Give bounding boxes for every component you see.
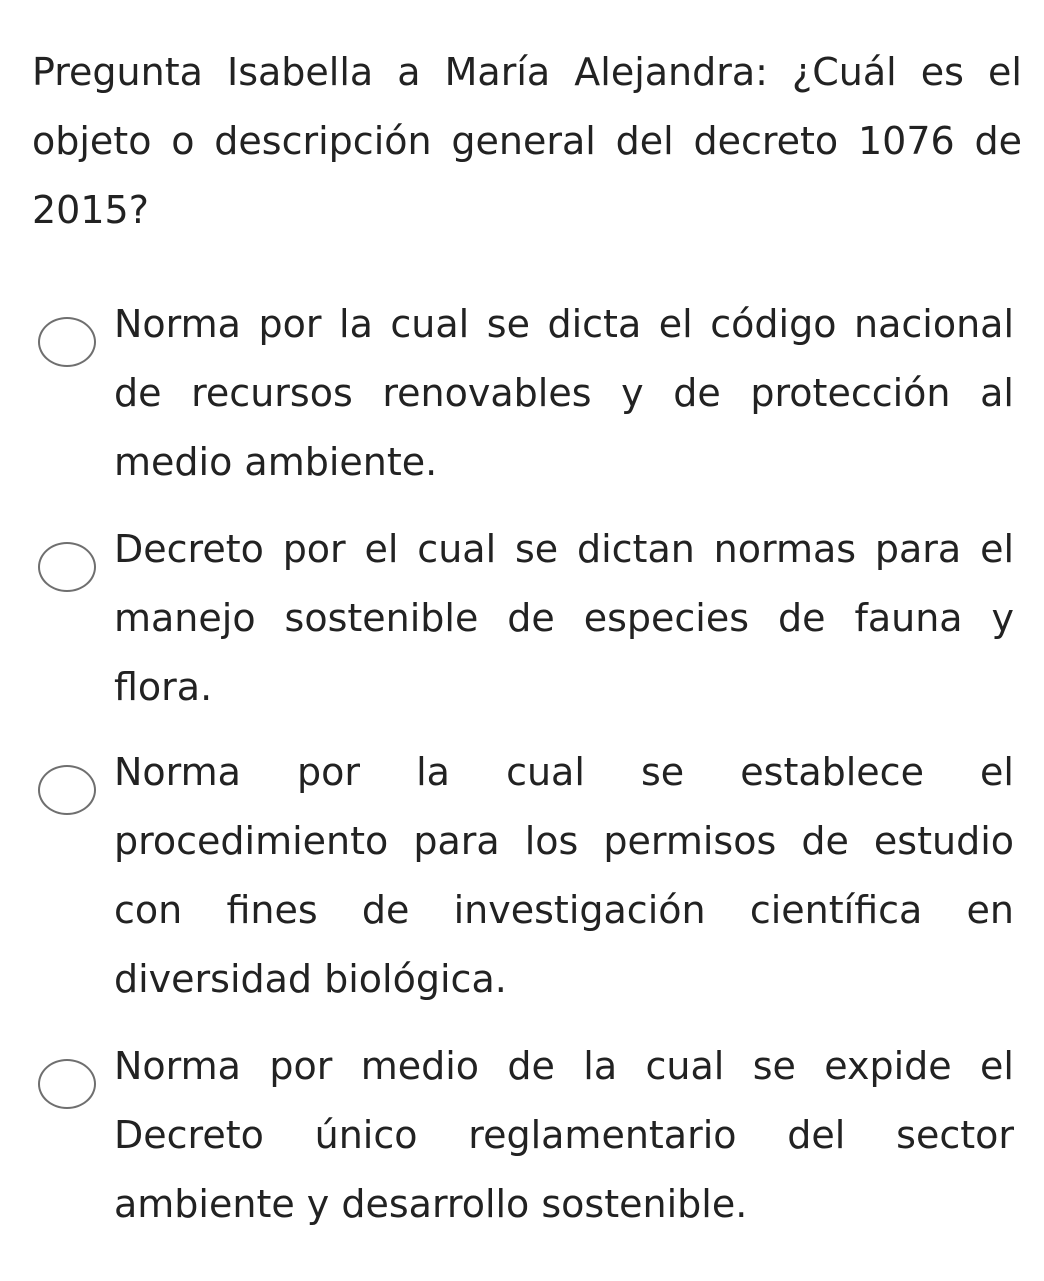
answer-option-label: Norma por medio de la cual se expide el Decreto único reglamentario del sector ambiente y desarrollo sostenible. [114, 1044, 1014, 1226]
question-text: Pregunta Isabella a María Alejandra: ¿Cuál es el objeto o descripción general del decreto 1076 de 2015? [32, 50, 1022, 232]
answer-option-label: Norma por la cual se dicta el código nacional de recursos renovables y de protección al medio ambiente. [114, 302, 1014, 484]
radio-button-icon[interactable] [38, 765, 96, 815]
answer-option-label: Norma por la cual se establece el procedimiento para los permisos de estudio con fines de investigación científica en diversidad biológica. [114, 750, 1014, 1001]
radio-button-icon[interactable] [38, 542, 96, 592]
radio-button-icon[interactable] [38, 1059, 96, 1109]
answer-option-label: Decreto por el cual se dictan normas para el manejo sostenible de especies de fauna y flora. [114, 527, 1014, 709]
radio-button-icon[interactable] [38, 317, 96, 367]
